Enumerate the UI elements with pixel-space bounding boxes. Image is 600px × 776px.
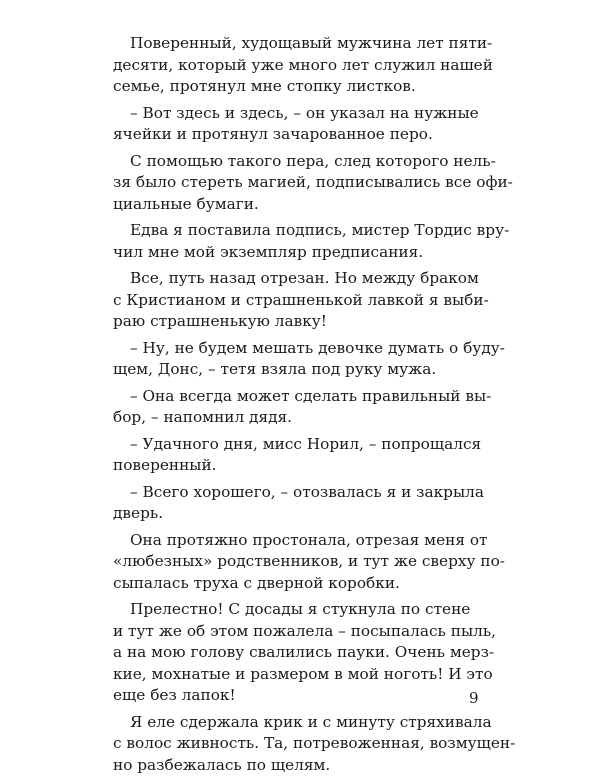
paragraph bbox=[113, 220, 463, 263]
text-line: но разбежалась по щелям. bbox=[113, 755, 463, 776]
text-line: – Вот здесь и здесь, – он указал на нужные bbox=[113, 103, 463, 125]
text-line: Поверенный, худощавый мужчина лет пяти- bbox=[113, 33, 463, 55]
text-line: с Кристианом и страшненькой лавкой я выби- bbox=[113, 290, 463, 312]
paragraph bbox=[113, 338, 463, 381]
text-line: ячейки и протянул зачарованное перо. bbox=[113, 124, 463, 146]
text-line: щем, Донс, – тетя взяла под руку мужа. bbox=[113, 359, 463, 381]
text-line: циальные бумаги. bbox=[113, 194, 463, 216]
paragraph bbox=[113, 434, 463, 477]
text-line: и тут же об этом пожалела – посыпалась пыль, bbox=[113, 621, 463, 643]
paragraph bbox=[113, 103, 463, 146]
text-line: – Всего хорошего, – отозвалась я и закрыла bbox=[113, 482, 463, 504]
paragraph bbox=[113, 151, 463, 216]
text-line: кие, мохнатые и размером в мой ноготь! И это bbox=[113, 664, 463, 686]
body-text bbox=[113, 33, 463, 776]
text-line: с волос живность. Та, потревоженная, возмущен- bbox=[113, 733, 463, 755]
text-line: десяти, который уже много лет служил нашей bbox=[113, 55, 463, 77]
text-line: С помощью такого пера, след которого нель- bbox=[113, 151, 463, 173]
text-line: еще без лапок! bbox=[113, 685, 463, 707]
text-line: «любезных» родственников, и тут же сверху по- bbox=[113, 551, 463, 573]
text-line: сыпалась труха с дверной коробки. bbox=[113, 573, 463, 595]
text-line: Я еле сдержала крик и с минуту стряхивала bbox=[113, 712, 463, 734]
text-line: Все, путь назад отрезан. Но между браком bbox=[113, 268, 463, 290]
text-line: поверенный. bbox=[113, 455, 463, 477]
text-line: Едва я поставила подпись, мистер Тордис вру- bbox=[113, 220, 463, 242]
paragraph bbox=[113, 530, 463, 595]
paragraph bbox=[113, 482, 463, 525]
paragraph bbox=[113, 712, 463, 776]
text-line: зя было стереть магией, подписывались все офи- bbox=[113, 172, 463, 194]
text-line: а на мою голову свалились пауки. Очень мерз- bbox=[113, 642, 463, 664]
paragraph bbox=[113, 33, 463, 98]
text-line: семье, протянул мне стопку листков. bbox=[113, 76, 463, 98]
text-line: – Она всегда может сделать правильный вы- bbox=[113, 386, 463, 408]
text-line: – Удачного дня, мисс Норил, – попрощался bbox=[113, 434, 463, 456]
text-line: – Ну, не будем мешать девочке думать о буду- bbox=[113, 338, 463, 360]
text-line: чил мне мой экземпляр предписания. bbox=[113, 242, 463, 264]
text-line: Прелестно! С досады я стукнула по стене bbox=[113, 599, 463, 621]
paragraph bbox=[113, 386, 463, 429]
text-line: Она протяжно простонала, отрезая меня от bbox=[113, 530, 463, 552]
paragraph bbox=[113, 268, 463, 333]
paragraph bbox=[113, 599, 463, 707]
text-line: бор, – напомнил дядя. bbox=[113, 407, 463, 429]
text-line: дверь. bbox=[113, 503, 463, 525]
page-number: 9 bbox=[469, 688, 479, 708]
text-line: раю страшненькую лавку! bbox=[113, 311, 463, 333]
